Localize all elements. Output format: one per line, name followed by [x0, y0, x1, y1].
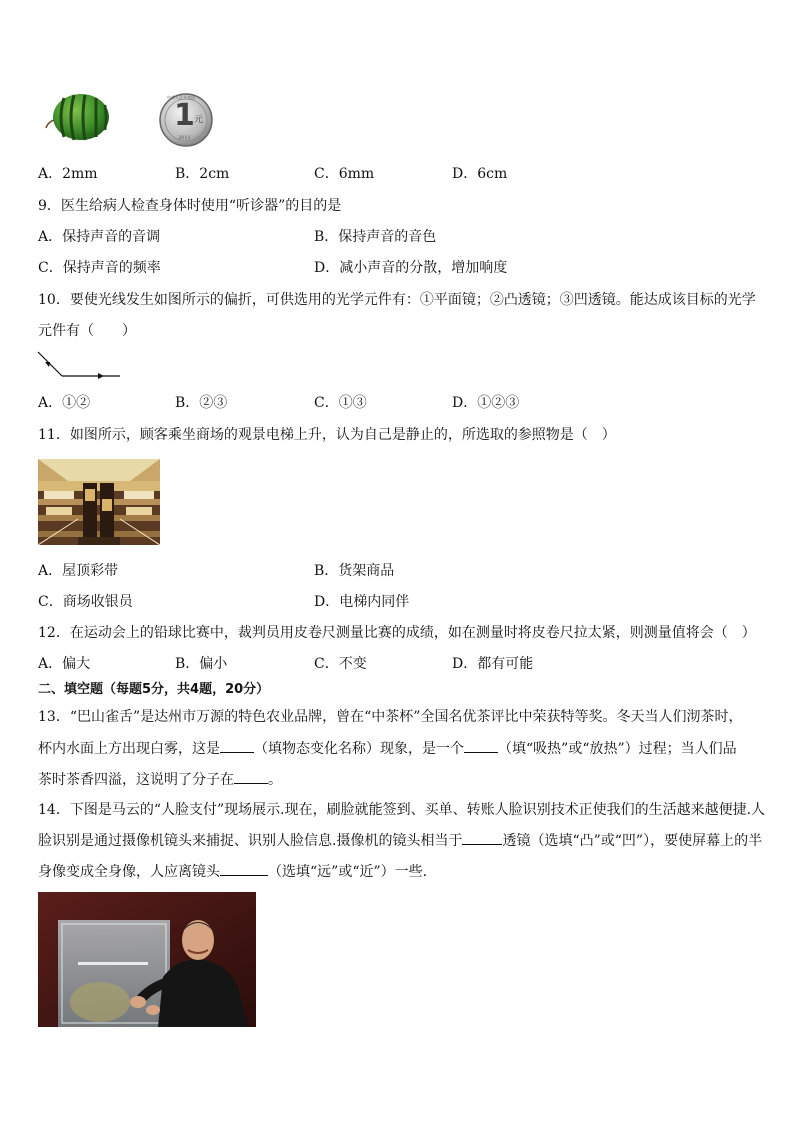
q11-option-b: B．货架商品	[314, 563, 395, 579]
q13-line3	[38, 769, 282, 790]
q9-option-b: B．保持声音的音色	[314, 229, 437, 245]
q14-text-a: 脸识别是通过摄像机镜头来捕捉、识别人脸信息.摄像机的镜头相当于	[38, 833, 463, 849]
q10-stem-line2: 元件有（ ）	[38, 323, 136, 339]
q12-option-a: A．偏大	[38, 656, 91, 672]
q13-blank-3[interactable]	[234, 769, 268, 784]
light-ray-diagram	[36, 348, 126, 384]
q14-text-b: 透镜（选填“凸”或“凹”），要使屏幕上的半	[502, 833, 763, 849]
q13-blank-1[interactable]	[220, 738, 254, 753]
q14-text-c: 身像变成全身像，人应离镜头	[38, 864, 220, 880]
q13-text-b: （填物态变化名称）现象，是一个	[254, 741, 464, 757]
q8-option-b: B．2cm	[175, 166, 230, 182]
q9-option-d: D．减小声音的分散，增加响度	[314, 260, 508, 276]
q11-option-a: A．屋顶彩带	[38, 563, 119, 579]
q9-stem: 9．医生给病人检查身体时使用“听诊器”的目的是	[38, 198, 342, 214]
q13-text-c: （填“吸热”或“放热”）过程；当人们品	[498, 741, 737, 757]
watermelon-image	[44, 92, 112, 142]
q8-option-d: D．6cm	[452, 166, 508, 182]
q13-line2	[38, 738, 737, 759]
q8-option-c: C．6mm	[314, 166, 375, 182]
section-title: 二、填空题（每题5分，共4题，20分）	[38, 682, 270, 697]
q14-line1: 14．下图是马云的“人脸支付”现场展示.现在，刷脸就能签到、买单、转账人脸识别技术正使我们的生活越来越便捷.人	[38, 802, 766, 818]
q10-option-b: B．②③	[175, 395, 228, 411]
q11-option-d: D．电梯内同伴	[314, 594, 410, 610]
q14-text-d: （选填“远”或“近”）一些.	[268, 864, 428, 880]
q10-option-c: C．①③	[314, 395, 367, 411]
q13-blank-2[interactable]	[464, 738, 498, 753]
q12-stem: 12．在运动会上的铅球比赛中，裁判员用皮卷尺测量比赛的成绩，如在测量时将皮卷尺拉太紧，则测量值将会（ ）	[38, 625, 756, 641]
coin-top-text: 中华人民共和国	[167, 95, 195, 100]
q14-blank-1[interactable]	[462, 830, 502, 845]
face-payment-photo	[38, 892, 256, 1027]
q10-option-d: D．①②③	[452, 395, 520, 411]
q12-option-d: D．都有可能	[452, 656, 534, 672]
q13-line1: 13．“巴山雀舌”是达州市万源的特色农业品牌，曾在“中茶杯”全国名优茶评比中荣获特等奖。冬天当人们沏茶时，	[38, 709, 743, 725]
q9-option-a: A．保持声音的音调	[38, 229, 161, 245]
q11-option-c: C．商场收银员	[38, 594, 133, 610]
q13-text-a: 杯内水面上方出现白雾，这是	[38, 741, 220, 757]
coin-unit: 元	[194, 115, 204, 125]
q14-blank-2[interactable]	[220, 861, 268, 876]
coin-numeral: 1	[174, 98, 195, 133]
q11-stem: 11．如图所示，顾客乘坐商场的观景电梯上升，认为自己是静止的，所选取的参照物是（ ）	[38, 427, 616, 443]
q10-option-a: A．①②	[38, 395, 91, 411]
q12-option-c: C．不变	[314, 656, 367, 672]
q14-line2	[38, 830, 762, 851]
coin-image	[158, 92, 214, 148]
q13-text-e: 。	[268, 772, 282, 788]
q10-stem-line1: 10．要使光线发生如图所示的偏折，可供选用的光学元件有：①平面镜；②凸透镜；③凹透镜。能达成该目标的光学	[38, 292, 756, 308]
q13-text-d: 茶时茶香四溢，这说明了分子在	[38, 772, 234, 788]
mall-elevator-photo	[38, 459, 160, 545]
coin-year: 2011	[178, 135, 191, 141]
q8-option-a: A．2mm	[38, 166, 98, 182]
q9-option-c: C．保持声音的频率	[38, 260, 161, 276]
q14-line3	[38, 861, 427, 882]
q12-option-b: B．偏小	[175, 656, 228, 672]
